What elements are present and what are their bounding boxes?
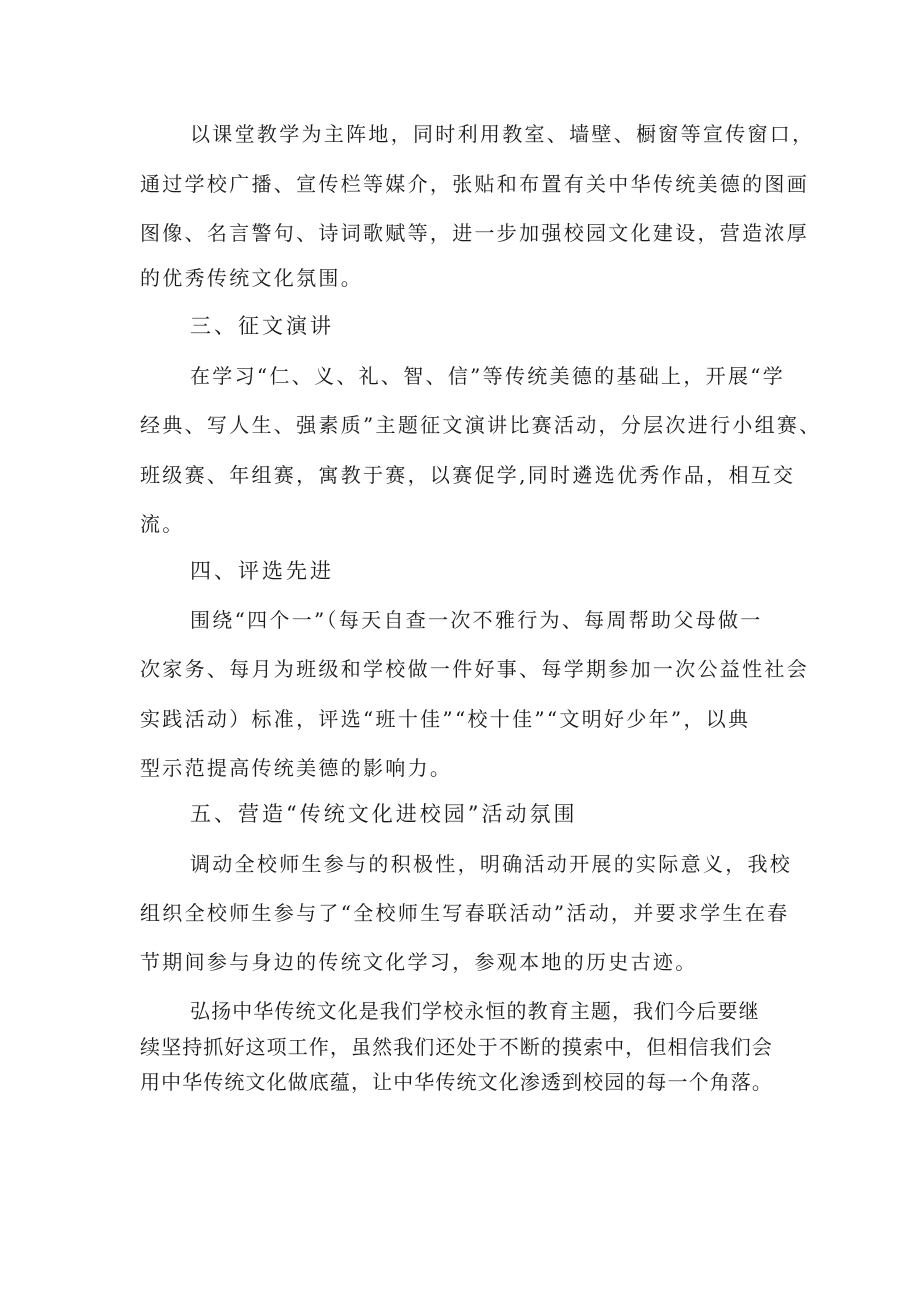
section-3-line-4: 流。 [140,512,185,536]
section-3-line-2: 经典、写人生、强素质”主题征文演讲比赛活动，分层次进行小组赛、 [140,413,822,437]
section-5-line-1: 调动全校师生参与的积极性，明确活动开展的实际意义，我校 [190,852,793,876]
section-4-line-4: 型示范提高传统美德的影响力。 [140,756,453,780]
section-4-line-2: 次家务、每月为班级和学校做一件好事、每学期参加一次公益性社会 [140,657,809,681]
section-4-line-3: 实践活动）标准，评选“班十佳”“校十佳”“文明好少年”，以典 [140,707,751,731]
section-4-heading: 四、评选先进 [190,559,334,583]
paragraph-1-line-2: 通过学校广播、宣传栏等媒介，张贴和布置有关中华传统美德的图画 [140,172,809,196]
conclusion-line-1: 弘扬中华传统文化是我们学校永恒的教育主题，我们今后要继 [190,999,760,1023]
paragraph-1-line-1: 以课堂教学为主阵地，同时利用教室、墙壁、橱窗等宣传窗口， [190,122,815,146]
conclusion-line-2: 续坚持抓好这项工作，虽然我们还处于不断的摸索中，但相信我们会 [140,1035,773,1059]
section-5-line-3: 节期间参与身边的传统文化学习，参观本地的历史古迹。 [140,950,698,974]
paragraph-1-line-4: 的优秀传统文化氛围。 [140,266,363,290]
section-3-line-1: 在学习“仁、义、礼、智、信”等传统美德的基础上，开展“学 [190,364,786,388]
section-3-heading: 三、征文演讲 [190,314,334,338]
paragraph-1-line-3: 图像、名言警句、诗词歌赋等，进一步加强校园文化建设，营造浓厚 [140,221,809,245]
section-4-line-1: 围绕“四个一”（每天自查一次不雅行为、每周帮助父母做一 [190,608,763,632]
conclusion-line-3: 用中华传统文化做底蕴，让中华传统文化渗透到校园的每一个角落。 [140,1070,773,1094]
section-5-line-2: 组织全校师生参与了“全校师生写春联活动”活动，并要求学生在春 [140,901,790,925]
section-3-line-3: 班级赛、年组赛，寓教于赛，以赛促学,同时遴选优秀作品，相互交 [140,463,796,487]
section-5-heading: 五、营造“传统文化进校园”活动氛围 [190,802,578,826]
